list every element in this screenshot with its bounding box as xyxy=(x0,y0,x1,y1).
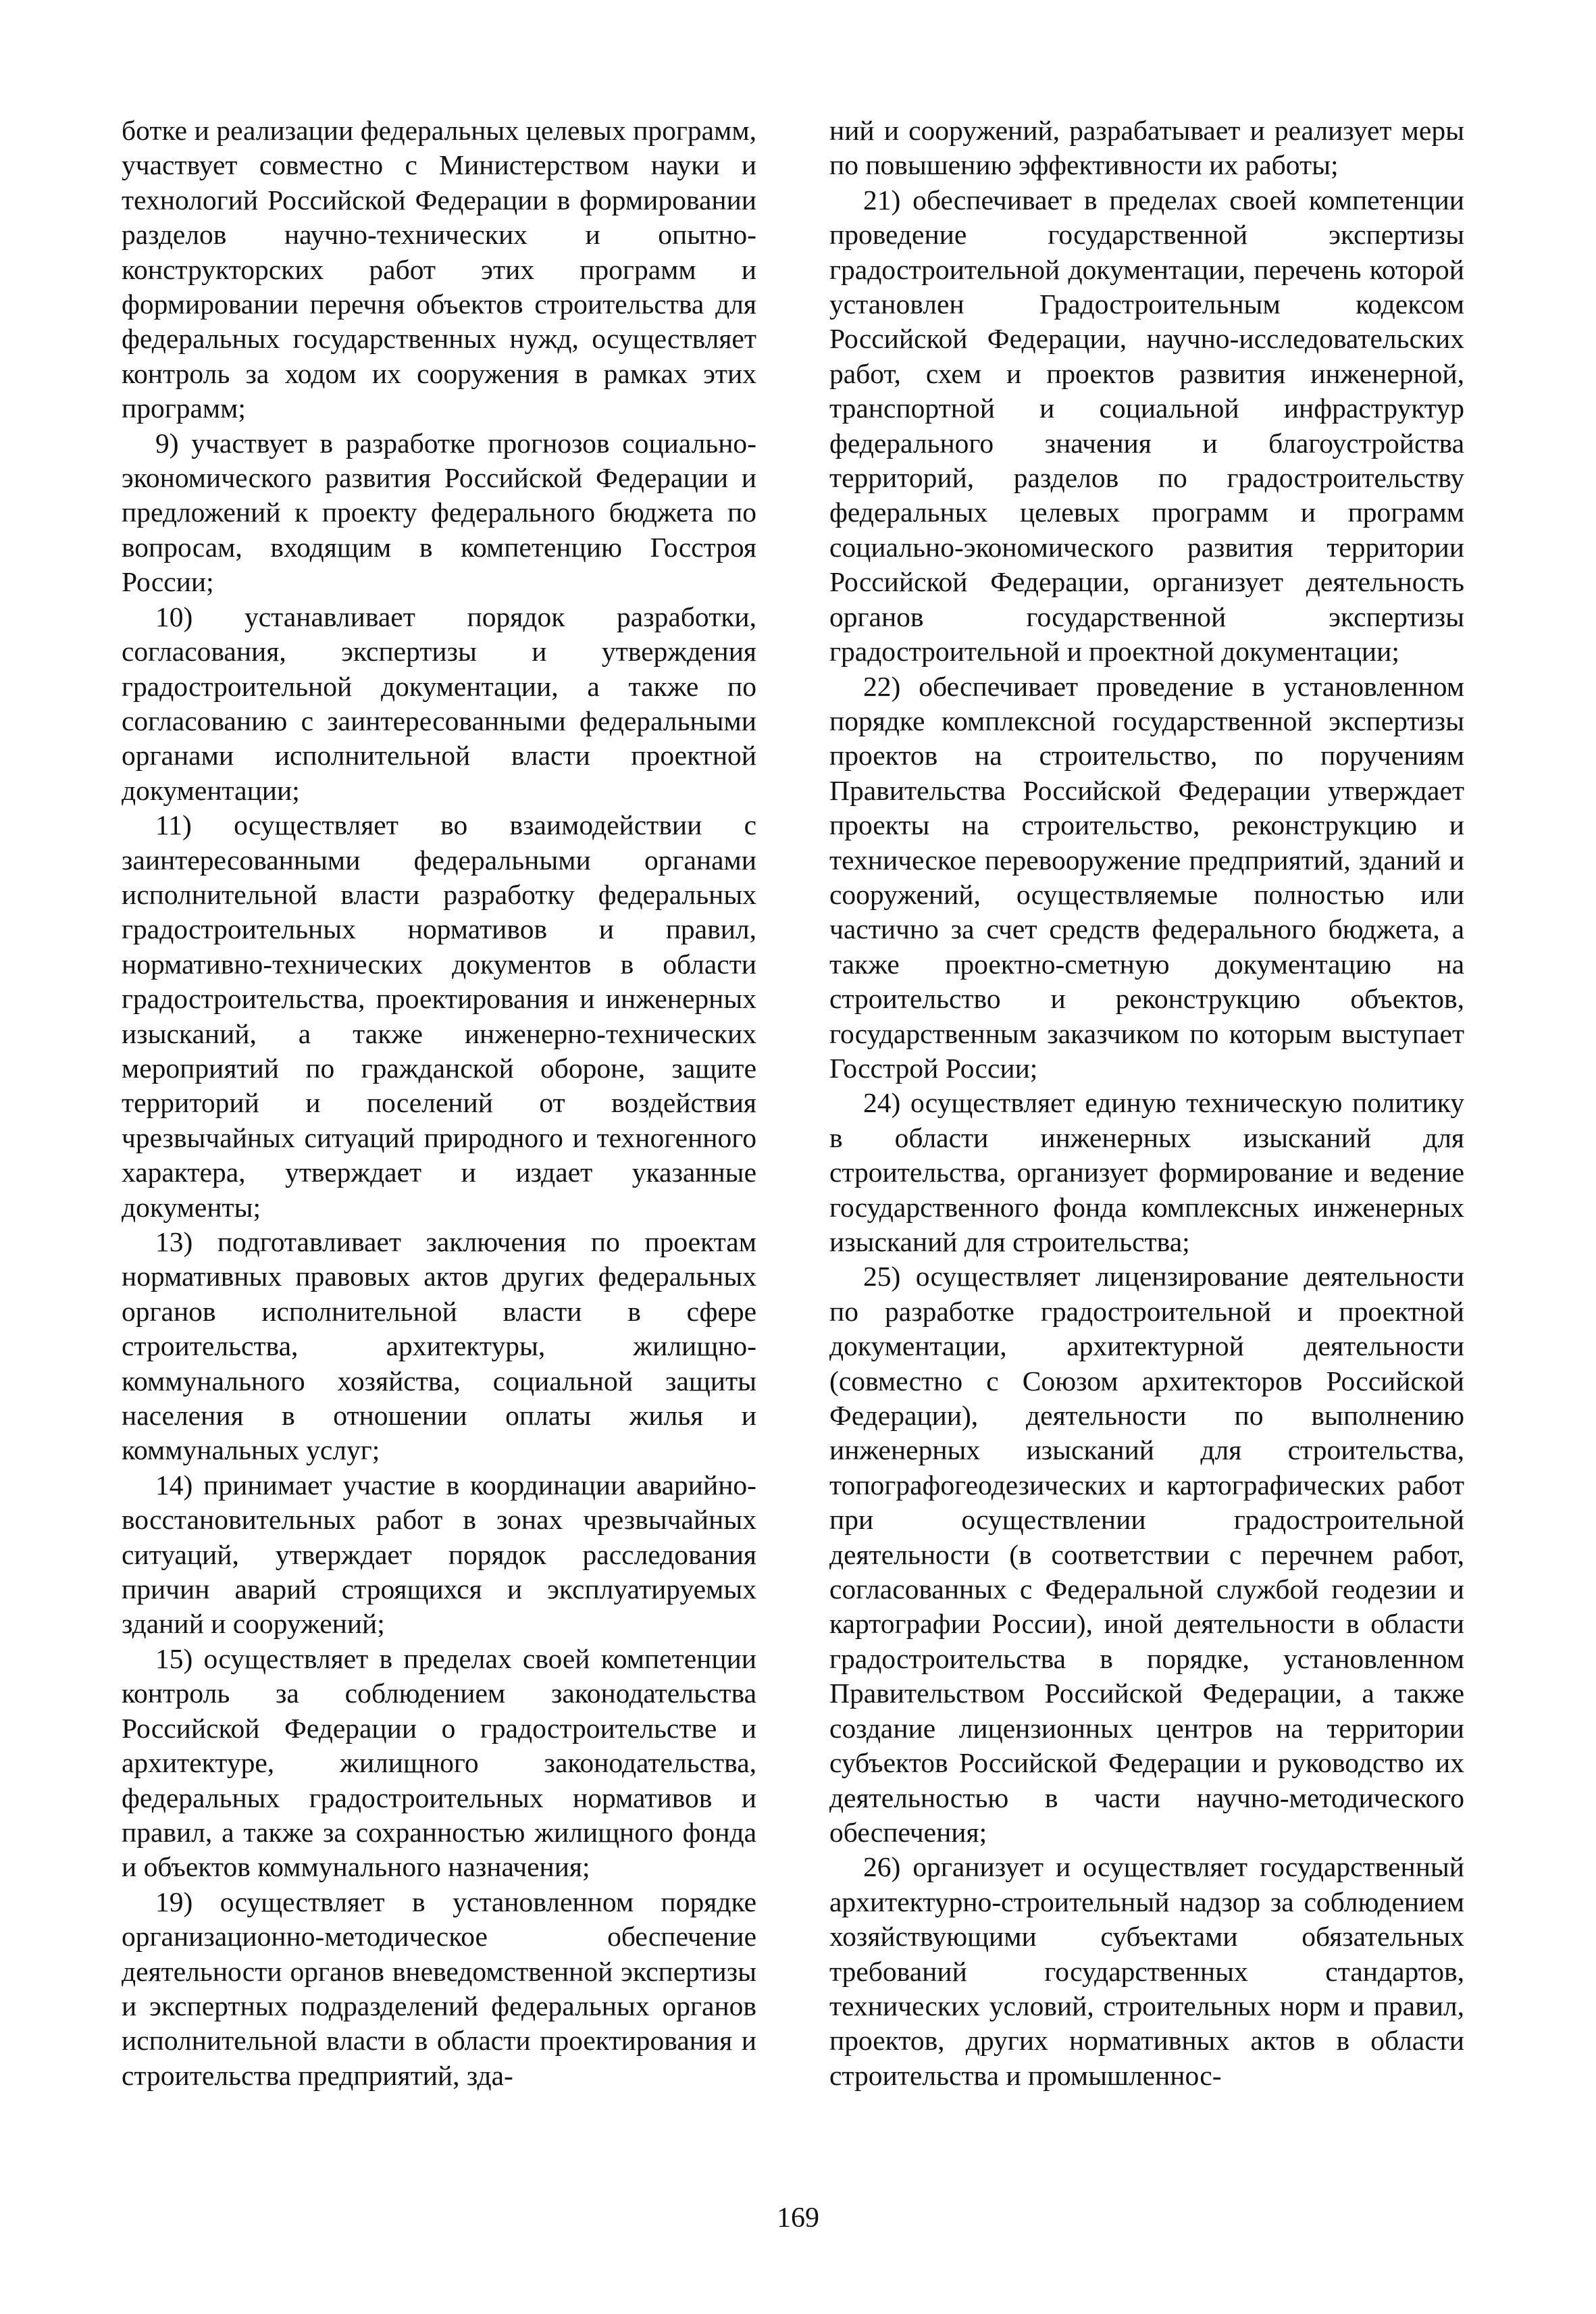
paragraph-item-14: 14) принимает участие в координации аварийно-восстановительных работ в зонах чрезвычайных ситуаций, утверждает порядок расследования причин аварий строящихся и эксплуатируемых зданий и сооружений; xyxy=(122,1469,756,1640)
left-column xyxy=(122,114,756,2093)
paragraph-item-24: 24) осуществляет единую техническую политику в области инженерных изысканий для строительства, организует формирование и ведение государственного фонда комплексных инженерных изысканий для строительства; xyxy=(829,1087,1464,1257)
paragraph-item-11: 11) осуществляет во взаимодействии с заинтересованными федеральными органами исполнительной власти разработку федеральных градостроительных нормативов и правил, нормативно-технических документов в области градостроительства, проектирования и инженерных изысканий, а также инженерно-технических мероприятий по гражданской обороне, защите территорий и поселений от воздействия чрезвычайных ситуаций природного и техногенного характера, утверждает и издает указанные документы; xyxy=(122,809,756,1223)
paragraph-item-19: 19) осуществляет в установленном порядке организационно-методическое обеспечение деятельности органов вневедомственной экспертизы и экспертных подразделений федеральных органов исполнительной власти в области проектирования и строительства предприятий, зда- xyxy=(122,1886,756,2091)
paragraph-item-25: 25) осуществляет лицензирование деятельности по разработке градостроительной и проектной документации, архитектурной деятельности (совместно с Союзом архитекторов Российской Федерации), деятельности по выполнению инженерных изысканий для строительства, топографогеодезических и картографических работ при осуществлении градостроительной деятельности (в соответствии с перечнем работ, согласованных с Федеральной службой геодезии и картографии России), иной деятельности в области градостроительства в порядке, установленном Правительством Российской Федерации, а также создание лицензионных центров на территории субъектов Российской Федерации и руководство их деятельностью в части научно-методического обеспечения; xyxy=(829,1261,1464,1848)
paragraph-item-10: 10) устанавливает порядок разработки, согласования, экспертизы и утверждения градостроительной документации, а также по согласованию с заинтересованными федеральными органами исполнительной власти проектной документации; xyxy=(122,601,756,806)
paragraph-continuation: ний и сооружений, разрабатывает и реализует меры по повышению эффективности их работы; xyxy=(829,115,1464,181)
paragraph-item-21: 21) обеспечивает в пределах своей компетенции проведение государственной экспертизы градостроительной документации, перечень которой установлен Градостроительным кодексом Российской Федерации, научно-исследовательских работ, схем и проектов развития инженерной, транспортной и социальной инфраструктур федерального значения и благоустройства территорий, разделов по градостроительству федеральных целевых программ и программ социально-экономического развития территории Российской Федерации, организует деятельность органов государственной экспертизы градостроительной и проектной документации; xyxy=(829,184,1464,668)
paragraph-item-22: 22) обеспечивает проведение в установленном порядке комплексной государственной экспертизы проектов на строительство, по поручениям Правительства Российской Федерации утверждает проекты на строительство, реконструкцию и техническое перевооружение предприятий, зданий и сооружений, осуществляемые полностью или частично за счет средств федерального бюджета, а также проектно-сметную документацию на строительство и реконструкцию объектов, государственным заказчиком по которым выступает Госстрой России; xyxy=(829,670,1464,1084)
paragraph-item-26: 26) организует и осуществляет государственный архитектурно-строительный надзор за соблюдением хозяйствующими субъектами обязательных требований государственных стандартов, технических условий, строительных норм и правил, проектов, других нормативных актов в области строительства и промышленнос- xyxy=(829,1851,1464,2091)
right-column xyxy=(829,114,1464,2093)
paragraph-item-9: 9) участвует в разработке прогнозов социально-экономического развития Российской Федерации и предложений к проекту федерального бюджета по вопросам, входящим в компетенцию Госстроя России; xyxy=(122,427,756,598)
paragraph-item-13: 13) подготавливает заключения по проектам нормативных правовых актов других федеральных органов исполнительной власти в сфере строительства, архитектуры, жилищно-коммунального хозяйства, социальной защиты населения в отношении оплаты жилья и коммунальных услуг; xyxy=(122,1226,756,1466)
paragraph-item-15: 15) осуществляет в пределах своей компетенции контроль за соблюдением законодательства Российской Федерации о градостроительстве и архитектуре, жилищного законодательства, федеральных градостроительных нормативов и правил, а также за сохранностью жилищного фонда и объектов коммунального назначения; xyxy=(122,1642,756,1883)
page-number: 169 xyxy=(777,2203,819,2234)
paragraph-continuation: ботке и реализации федеральных целевых программ, участвует совместно с Министерством науки и технологий Российской Федерации в формировании разделов научно-технических и опытно-конструкторских работ этих программ и формировании перечня объектов строительства для федеральных государственных нужд, осуществляет контроль за ходом их сооружения в рамках этих программ; xyxy=(122,115,756,424)
